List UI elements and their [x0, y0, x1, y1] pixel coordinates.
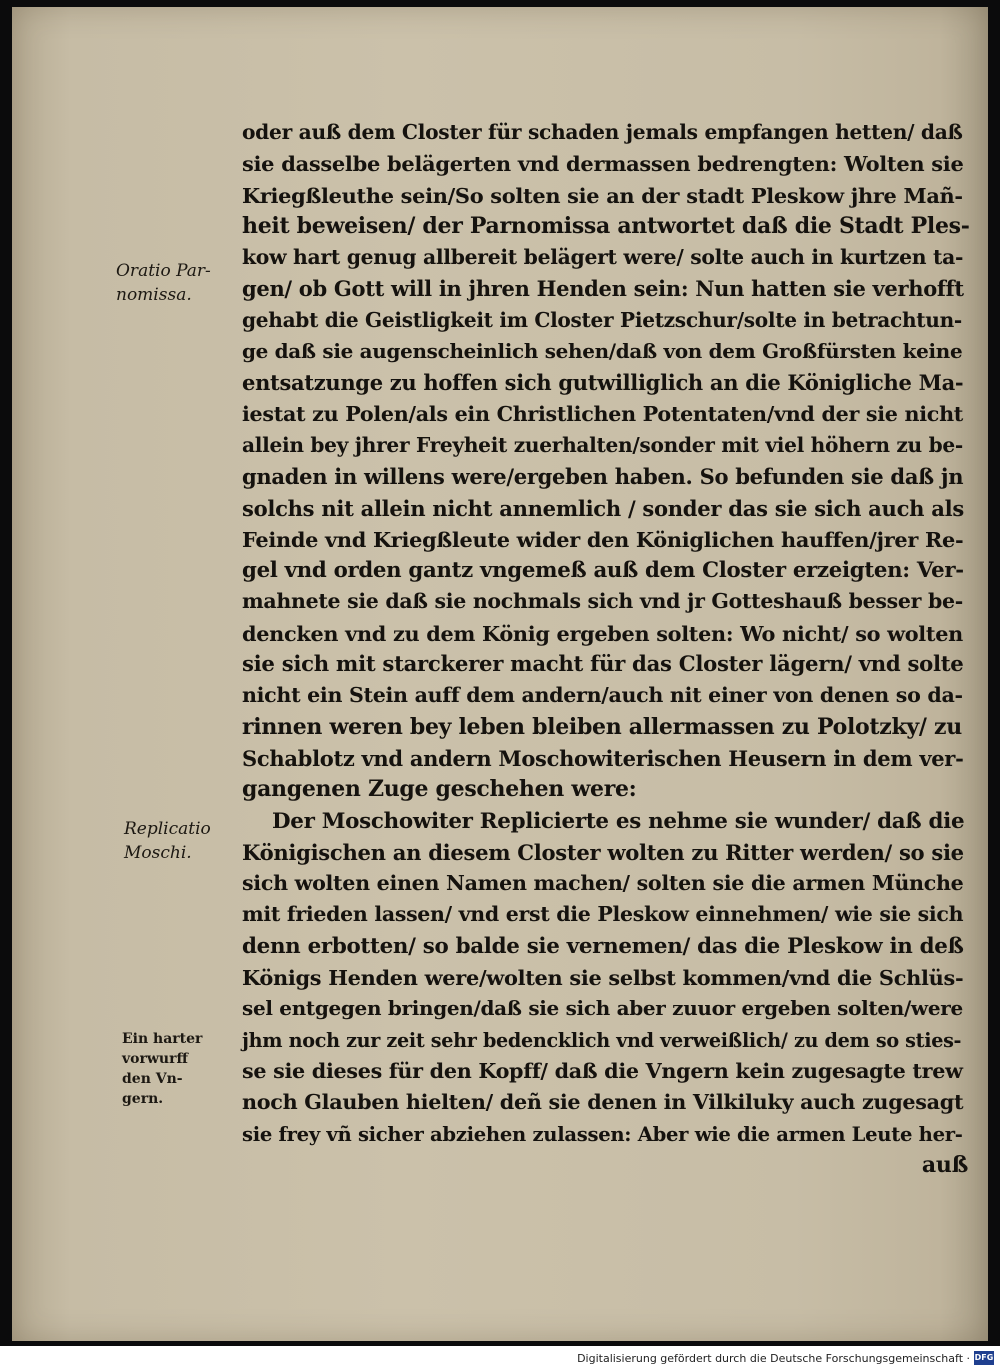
text-line: sie dasselbe belägerten vnd dermassen bedrengten: Wolten sie [242, 151, 964, 177]
text-line: mit frieden lassen/ vnd erst die Pleskow einnehmen/ wie sie sich [242, 902, 964, 927]
text-line: Feinde vnd Kriegßleute wider den Königlichen hauffen/jrer Re- [242, 526, 964, 552]
text-line: entsatzunge zu hoffen sich gutwilliglich an die Königliche Ma- [242, 370, 964, 396]
text-line: denn erbotten/ so balde sie vernemen/ das die Pleskow in deß [242, 933, 964, 959]
catchword: auß [921, 1151, 968, 1178]
text-line: Der Moschowiter Replicierte es nehme sie wunder/ daß die [272, 808, 965, 834]
text-line: gnaden in willens were/ergeben haben. So befunden sie daß jn [242, 464, 964, 490]
margin-note-line: Ein harter [122, 1031, 203, 1047]
book-page [12, 7, 988, 1341]
text-line: iestat zu Polen/als ein Christlichen Potentaten/vnd der sie nicht [242, 401, 964, 426]
text-line: kow hart genug allbereit belägert were/ solte auch in kurtzen ta- [242, 245, 964, 270]
text-line: noch Glauben hielten/ deñ sie denen in Vilkiluky auch zugesagt [242, 1090, 964, 1115]
text-line: heit beweisen/ der Parnomissa antwortet daß die Stadt Ples- [242, 212, 970, 239]
margin-note-line: Moschi. [124, 843, 192, 863]
text-line: sie frey vñ sicher abziehen zulassen: Aber wie die armen Leute her- [242, 1122, 963, 1146]
margin-note-line: nomissa. [116, 285, 192, 305]
text-line: gangenen Zuge geschehen were: [242, 776, 637, 803]
text-line: jhm noch zur zeit sehr bedencklich vnd verweißlich/ zu dem so sties- [242, 1028, 962, 1052]
text-line: Königs Henden were/wolten sie selbst kommen/vnd die Schlüs- [242, 965, 964, 991]
margin-note-line: den Vn- [122, 1071, 183, 1087]
text-line: Kriegßleuthe sein/So solten sie an der stadt Pleskow jhre Mañ- [242, 182, 963, 208]
text-line: nicht ein Stein auff dem andern/auch nit einer von denen so da- [242, 683, 963, 708]
margin-note-vorwurff [122, 1029, 202, 1109]
margin-note-line: Oratio Par- [116, 261, 211, 281]
dfg-logo: DFG [974, 1351, 994, 1365]
text-line: allein bey jhrer Freyheit zuerhalten/sonder mit viel höhern zu be- [242, 432, 963, 457]
footer-bar [0, 1346, 1000, 1372]
funding-credit: Digitalisierung gefördert durch die Deutsche Forschungsgemeinschaft · [577, 1352, 970, 1365]
text-line: se sie dieses für den Kopff/ daß die Vngern kein zugesagte trew [242, 1058, 963, 1083]
text-line: sich wolten einen Namen machen/ solten sie die armen Münche [242, 871, 964, 896]
body-text [242, 117, 972, 1181]
text-line: gen/ ob Gott will in jhren Henden sein: Nun hatten sie verhofft [242, 276, 964, 302]
text-line: ge daß sie augenscheinlich sehen/daß von dem Großfürsten keine [242, 339, 963, 364]
text-line: Schablotz vnd andern Moschowiterischen Heusern in dem ver- [242, 745, 964, 771]
text-line: gel vnd orden gantz vngemeß auß dem Closter erzeigten: Ver- [242, 558, 964, 584]
margin-note-line: Replicatio [124, 819, 211, 839]
text-line: mahnete sie daß sie nochmals sich vnd jr Gotteshauß besser be- [242, 589, 963, 614]
text-line: oder auß dem Closter für schaden jemals empfangen hetten/ daß [242, 120, 963, 144]
margin-note-line: vorwurff [122, 1051, 188, 1067]
text-line: dencken vnd zu dem König ergeben solten: Wo nicht/ so wolten [242, 620, 963, 646]
text-line: solchs nit allein nicht annemlich / sonder das sie sich auch als [242, 495, 964, 521]
margin-note-replicatio [124, 817, 211, 865]
text-line: sie sich mit starckerer macht für das Closter lägern/ vnd solte [242, 652, 964, 678]
text-line: Königischen an diesem Closter wolten zu Ritter werden/ so sie [242, 839, 964, 865]
margin-note-line: gern. [122, 1091, 164, 1107]
text-line: sel entgegen bringen/daß sie sich aber zuuor ergeben solten/were [242, 996, 963, 1021]
margin-note-oratio [116, 259, 211, 307]
text-line: rinnen weren bey leben bleiben allermassen zu Polotzky/ zu [242, 713, 962, 740]
text-line: gehabt die Geistligkeit im Closter Pietzschur/solte in betrachtun- [242, 307, 962, 332]
